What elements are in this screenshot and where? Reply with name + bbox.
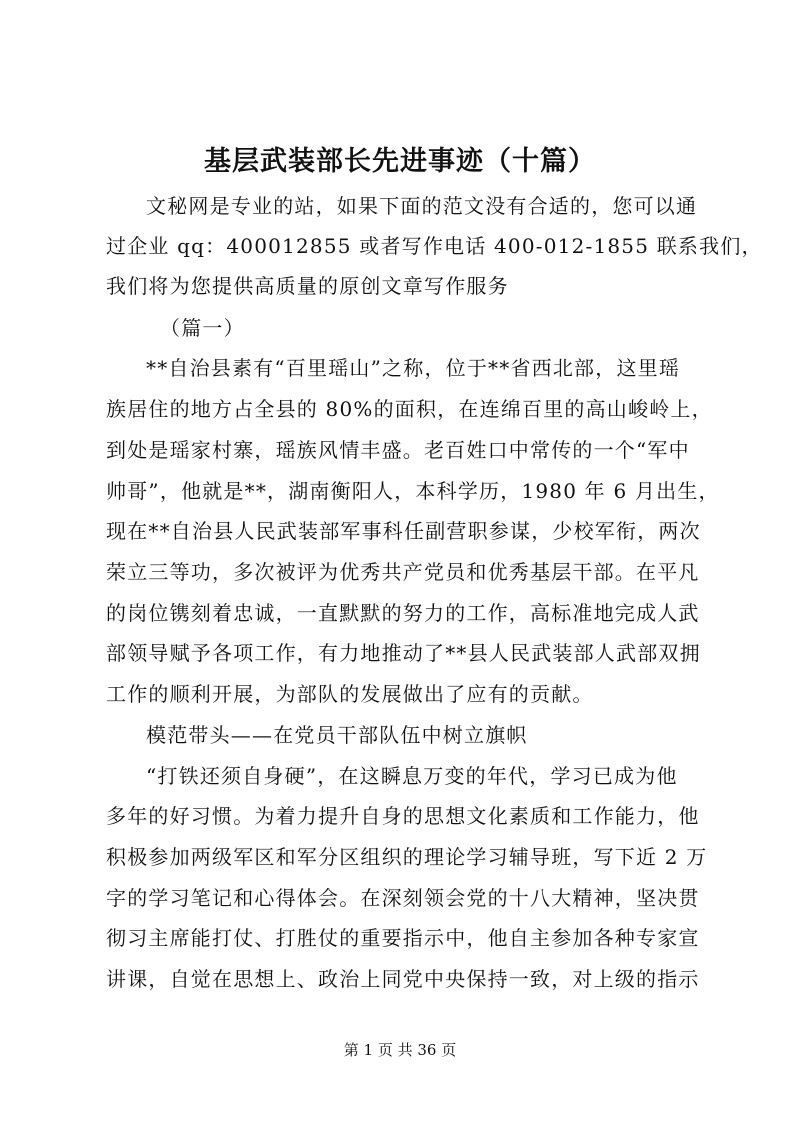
text-line: 彻习主席能打仗、打胜仗的重要指示中，他自主参加各种专家宣 [106,926,700,950]
text-line: 现在**自治县人民武装部军事科任副营职参谋，少校军衔，两次 [106,519,701,543]
document-title: 基层武装部长先进事迹（十篇） [204,146,596,177]
text-line: 到处是瑶家村寨，瑶族风情丰盛。老百姓口中常传的一个“军中 [106,438,690,462]
text-line: 荣立三等功，多次被评为优秀共产党员和优秀基层干部。在平凡 [106,560,700,584]
text-line: 文秘网是专业的站，如果下面的范文没有合适的，您可以通 [146,194,698,218]
text-line: 族居住的地方占全县的 80%的面积，在连绵百里的高山峻岭上， [106,397,713,421]
subsection-heading: 模范带头——在党员干部队伍中树立旗帜 [146,723,528,747]
text-line: 我们将为您提供高质量的原创文章写作服务 [106,274,509,298]
text-line: 的岗位镌刻着忠诚，一直默默的努力的工作，高标准地完成人武 [106,601,700,625]
text-line: 部领导赋予各项工作，有力地推动了**县人民武装部人武部双拥 [106,641,701,665]
text-line: 工作的顺利开展，为部队的发展做出了应有的贡献。 [106,682,594,706]
page-footer: 第 1 页 共 36 页 [343,1041,457,1059]
section-heading: （篇一） [160,316,245,340]
text-line: **自治县素有“百里瑶山”之称，位于**省西北部，这里瑶 [146,356,681,380]
text-line: “打铁还须自身硬”，在这瞬息万变的年代，学习已成为他 [146,764,678,788]
text-line: 过企业 qq：400012855 或者写作电话 400-012-1855 联系我们， [106,234,763,258]
text-line: 讲课，自觉在思想上、政治上同党中央保持一致，对上级的指示 [106,967,700,991]
text-line: 帅哥”，他就是**，湖南衡阳人，本科学历，1980 年 6 月出生， [106,479,720,503]
text-line: 多年的好习惯。为着力提升自身的思想文化素质和工作能力，他 [106,804,700,828]
text-line: 积极参加两级军区和军分区组织的理论学习辅导班，写下近 2 万 [106,845,708,869]
text-line: 字的学习笔记和心得体会。在深刻领会党的十八大精神，坚决贯 [106,886,700,910]
